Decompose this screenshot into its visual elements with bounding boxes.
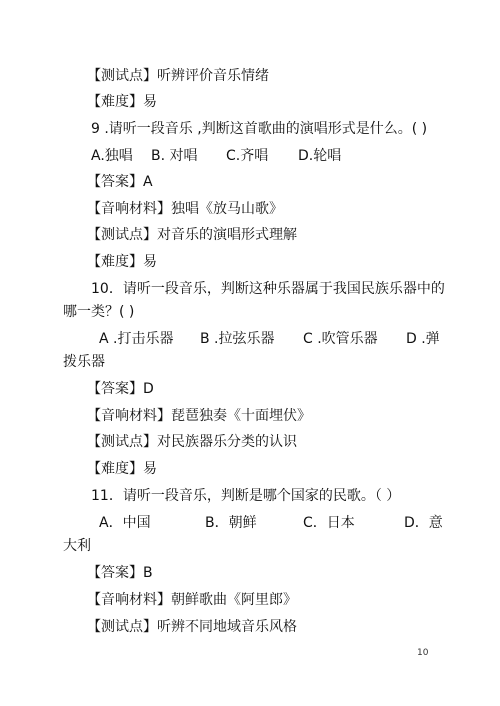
test-point-line: 【测试点】听辨不同地域音乐风格 bbox=[87, 619, 297, 635]
q10-option-d: D .弹 bbox=[406, 331, 440, 347]
audio-material-line: 【音响材料】朝鲜歌曲《阿里郎》 bbox=[87, 592, 297, 608]
answer-line: 【答案】D bbox=[87, 381, 154, 397]
q11-option-a: A．中国 bbox=[99, 515, 151, 531]
q10-option-b: B .拉弦乐器 bbox=[200, 331, 275, 347]
test-point-line: 【测试点】对民族器乐分类的认识 bbox=[87, 434, 297, 450]
q11-option-d-cont: 大利 bbox=[63, 538, 91, 554]
q9-option-a: A.独唱 bbox=[91, 148, 133, 164]
page-number: 10 bbox=[417, 648, 429, 658]
audio-material-line: 【音响材料】琵琶独奏《十面埋伏》 bbox=[87, 408, 311, 424]
answer-line: 【答案】A bbox=[87, 174, 153, 190]
answer-line: 【答案】B bbox=[87, 565, 153, 581]
q10-option-d-cont: 拨乐器 bbox=[63, 354, 105, 370]
question-11: 11．请听一段音乐，判断是哪个国家的民歌。（ ） bbox=[91, 488, 401, 504]
difficulty-line: 【难度】易 bbox=[87, 94, 157, 110]
question-9: 9 .请听一段音乐 ,判断这首歌曲的演唱形式是什么。( ) bbox=[91, 121, 428, 137]
q11-option-c: C．日本 bbox=[303, 515, 355, 531]
difficulty-line: 【难度】易 bbox=[87, 461, 157, 477]
question-10-cont: 哪一类？( ) bbox=[63, 304, 135, 320]
q9-option-c: C.齐唱 bbox=[226, 148, 269, 164]
q10-option-c: C .吹管乐器 bbox=[303, 331, 378, 347]
audio-material-line: 【音响材料】独唱《放马山歌》 bbox=[87, 201, 283, 217]
test-point-line: 【测试点】听辨评价音乐情绪 bbox=[87, 68, 269, 84]
q11-option-b: B．朝鲜 bbox=[205, 515, 257, 531]
q9-option-d: D.轮唱 bbox=[298, 148, 342, 164]
test-point-line: 【测试点】对音乐的演唱形式理解 bbox=[87, 227, 297, 243]
q11-option-d: D．意 bbox=[404, 515, 443, 531]
difficulty-line: 【难度】易 bbox=[87, 254, 157, 270]
q9-option-b: B. 对唱 bbox=[151, 148, 198, 164]
question-10: 10．请听一段音乐，判断这种乐器属于我国民族乐器中的 bbox=[91, 281, 445, 297]
q10-option-a: A .打击乐器 bbox=[99, 331, 174, 347]
